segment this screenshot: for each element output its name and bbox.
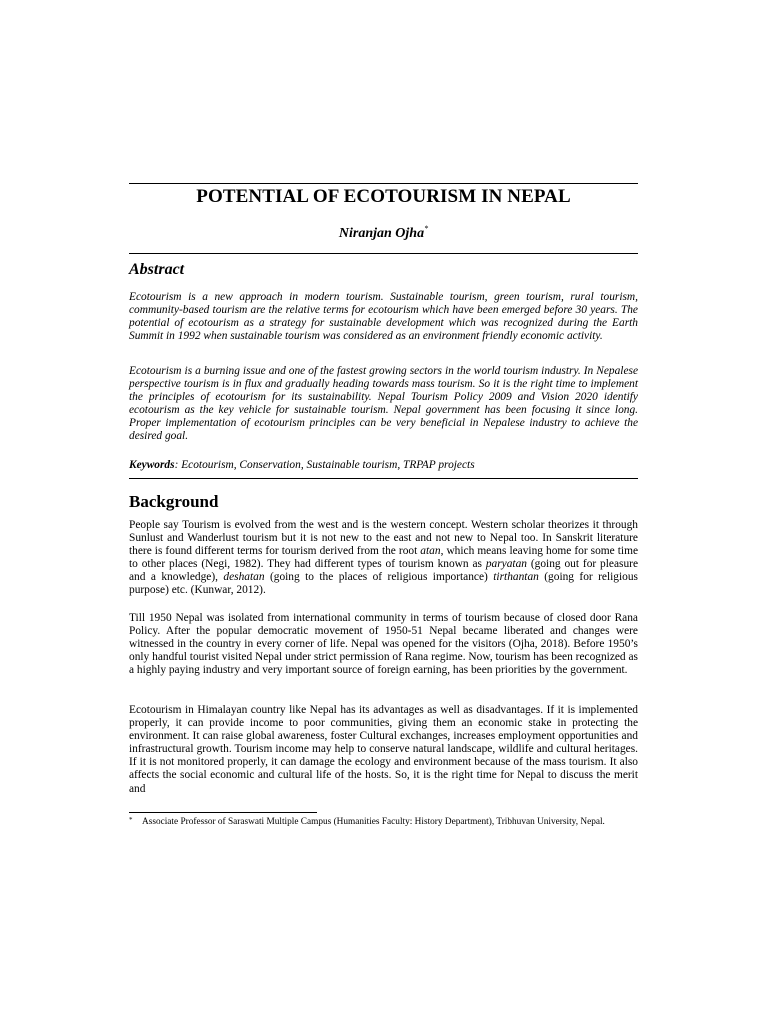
- abstract-top-rule: [129, 253, 638, 254]
- keywords-line: [129, 459, 638, 472]
- background-paragraph-3: Ecotourism in Himalayan country like Nepal has its advantages as well as disadvantages. If it is implemented properly, it can provide income to poor communities, giving them an economic stake in protecting the environment. It can raise global awareness, foster Cultural exchanges, increases employment opportunities and infrastructural growth. Tourism income may help to conserve natural landscape, wildlife and cultural heritages. If it is not monitored properly, it can damage the ecology and environment because of the mass tourism. It also affects the social economic and cultural life of the hosts. So, it is the right time for Nepal to discuss the merit and: [129, 704, 638, 795]
- bg-p1-text-e: (going for religious purpose) etc. (Kunwar, 2012).: [129, 571, 638, 597]
- paper-title: POTENTIAL OF ECOTOURISM IN NEPAL: [196, 186, 571, 207]
- term-atan: atan: [420, 545, 441, 558]
- background-paragraph-1: [129, 519, 638, 598]
- author-name: [129, 226, 638, 242]
- footnote-mark: *: [129, 816, 133, 824]
- keywords-label: Keywords: [129, 459, 175, 471]
- background-heading: Background: [129, 492, 219, 511]
- abstract-heading: Abstract: [129, 261, 185, 278]
- author-name-text: Niranjan Ojha: [338, 226, 425, 241]
- abstract-bottom-rule: [129, 478, 638, 479]
- bg-p1-text-c: (going out for pleasure and a knowledge),: [129, 558, 639, 584]
- footnote-text: Associate Professor of Saraswati Multiple Campus (Humanities Faculty: History Department), Tribhuvan University, Nepal.: [142, 817, 605, 827]
- title-top-rule: [129, 183, 638, 184]
- term-deshatan: deshatan: [223, 571, 265, 584]
- bg-p1-text-d: (going to the places of religious importance): [264, 571, 494, 584]
- keywords-text: : Ecotourism, Conservation, Sustainable tourism, TRPAP projects: [174, 459, 475, 471]
- abstract-paragraph-1: Ecotourism is a new approach in modern tourism. Sustainable tourism, green tourism, rural tourism, community-based tourism are the relative terms for ecotourism which have been emerged before 30 years. The potential of ecotourism as a strategy for sustainable development which was recognized during the Earth Summit in 1992 when sustainable tourism was considered as an environment friendly economic activity.: [129, 291, 638, 343]
- bg-p1-text-b: , which means leaving home for some time to other places (Negi, 1982). They had different types of tourism known as: [129, 545, 638, 571]
- footnote-rule: [129, 812, 317, 813]
- term-paryatan: paryatan: [485, 558, 527, 571]
- abstract-paragraph-2: Ecotourism is a burning issue and one of the fastest growing sectors in the world tourism industry. In Nepalese perspective tourism is in flux and gradually heading towards mass tourism. So it is the right time to implement the principles of ecotourism for its sustainability. Nepal Tourism Policy 2009 and Vision 2020 identify ecotourism as the key vehicle for sustainable tourism. Nepal government has been focusing it since long. Proper implementation of ecotourism principles can be very beneficial in Nepalese industry to achieve the desired goal.: [129, 365, 638, 443]
- term-tirthantan: tirthantan: [493, 571, 539, 584]
- footnote: [129, 817, 638, 828]
- bg-p1-text-a: People say Tourism is evolved from the west and is the western concept. Western scholar theorizes it through Sunlust and Wanderlust tourism but it is not new to the east and not new to Nepal too. In Sanskrit literature there is found different terms for tourism derived from the root: [129, 519, 638, 558]
- author-footnote-mark: *: [424, 224, 429, 233]
- background-paragraph-2: Till 1950 Nepal was isolated from international community in terms of tourism because of closed door Rana Policy. After the popular democratic movement of 1950-51 Nepal became liberated and changes were witnessed in the country in every corner of life. Nepal was opened for the visitors (Ojha, 2018). Before 1950’s only handful tourist visited Nepal under strict permission of Rana regime. Now, tourism has been recognized as a highly paying industry and very important source of foreign earning, has been priorities by the government.: [129, 612, 638, 677]
